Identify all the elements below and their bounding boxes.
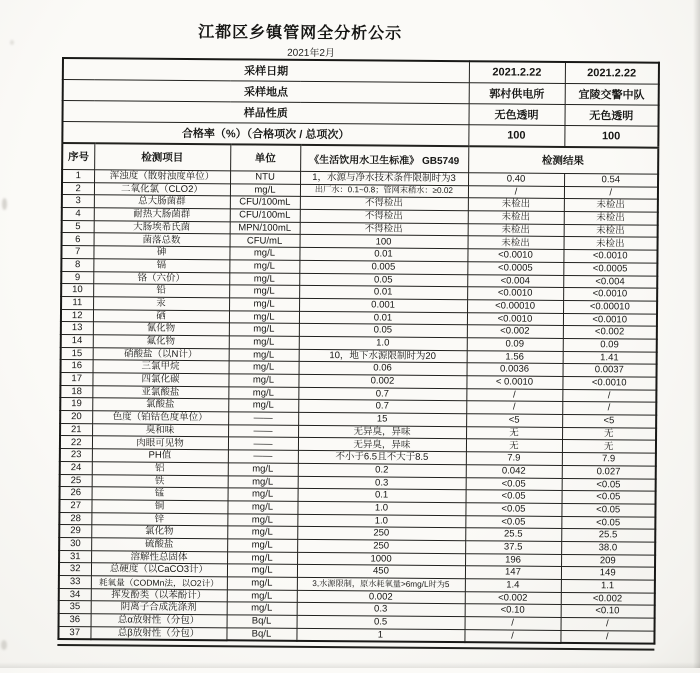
item-name: 硝酸盐（以N计） [93,347,229,361]
result-yiling: <5 [562,415,656,428]
item-unit: mg/L [228,463,298,476]
result-yiling: 38.0 [561,541,655,554]
result-yiling: 7.9 [562,453,656,466]
item-unit: mg/L [229,285,299,298]
result-guocun: 1.56 [467,350,563,363]
row-number: 36 [59,614,91,627]
row-number: 8 [61,258,93,271]
item-unit: mg/L [229,348,299,361]
result-guocun: 7.9 [466,452,562,465]
standard-limit: 1，水源与净水技术条件限制时为3 [300,171,468,185]
item-name: 色度（铂钴色度单位） [92,411,228,425]
row-number: 35 [59,601,91,614]
sampling-location-label: 采样地点 [63,80,469,104]
standard-limit: 无异臭，异味 [298,438,466,452]
result-guocun: / [468,185,564,198]
item-unit: mg/L [230,184,300,197]
item-unit: mg/L [227,551,297,564]
col-header-result: 检测结果 [468,146,658,174]
item-unit: mg/L [229,336,299,349]
standard-limit: 15 [298,412,466,426]
item-name: 挥发酚类（以苯酚计） [91,588,227,602]
item-unit: mg/L [229,247,299,260]
item-unit: mg/L [229,272,299,285]
row-number: 18 [60,385,92,398]
item-unit: mg/L [227,589,297,602]
standard-limit: 0.002 [297,590,465,604]
item-unit: mg/L [228,399,298,412]
row-number: 33 [59,575,91,588]
row-number: 13 [61,322,93,335]
item-name: 硒 [93,309,229,323]
row-number: 32 [59,563,91,576]
item-name: 总硬度（以CaCO3计） [91,563,227,577]
result-yiling: <0.002 [561,592,655,605]
row-number: 3 [62,195,94,208]
standard-limit: 100 [300,235,468,249]
item-unit: mg/L [227,539,297,552]
row-number: 26 [60,487,92,500]
row-number: 12 [61,309,93,322]
item-name: 氰化物 [93,322,229,336]
col-header-seq: 序号 [62,143,94,170]
row-number: 21 [60,423,92,436]
row-number: 28 [59,512,91,525]
result-guocun: / [466,401,562,414]
result-yiling: 1.1 [561,579,655,592]
result-guocun: 0.0036 [467,363,563,376]
row-number: 4 [62,208,94,221]
result-yiling: <0.0010 [562,376,656,389]
item-name: 氯化物 [91,525,227,539]
item-unit: CFU/100mL [230,209,300,222]
row-number: 5 [62,220,94,233]
sampling-date-site2: 2021.2.22 [565,62,659,84]
row-number: 16 [61,360,93,373]
item-unit: mg/L [229,260,299,273]
result-guocun: 0.042 [466,464,562,477]
standard-limit: 0.01 [299,247,467,261]
result-guocun: 无 [466,426,562,439]
item-unit: Bq/L [226,628,296,642]
item-name: 臭和味 [92,423,228,437]
result-guocun: 0.40 [468,173,564,186]
row-number: 6 [62,233,94,246]
result-guocun: 147 [465,566,561,579]
item-unit: MPN/100mL [230,222,300,235]
item-name: 浑浊度（散射浊度单位） [94,170,230,184]
item-name: 耐热大肠菌群 [94,208,230,222]
result-yiling: <0.05 [561,503,655,516]
standard-limit: 10，地下水源限制时为20 [299,349,467,363]
standard-limit: 1000 [297,552,465,566]
item-unit: mg/L [229,361,299,374]
row-number: 7 [61,246,93,259]
item-unit: mg/L [229,323,299,336]
item-name: 菌落总数 [94,233,230,247]
item-name: 铅 [93,284,229,298]
result-guocun: 无 [466,439,562,452]
result-yiling: <0.05 [562,478,656,491]
result-guocun: 1.4 [465,579,561,592]
item-unit: mg/L [227,513,297,526]
standard-limit: 0.01 [299,286,467,300]
row-number: 22 [60,436,92,449]
item-name: 四氯化碳 [92,373,228,387]
result-yiling: 未检出 [564,212,658,225]
row-number: 34 [59,588,91,601]
standard-limit: 不得检出 [300,197,468,211]
item-name: 总β放射性（分包） [90,626,226,640]
row-number: 25 [60,474,92,487]
item-unit: mg/L [227,564,297,577]
row-number: 14 [61,334,93,347]
pass-rate-site2: 100 [564,125,658,147]
result-guocun: <0.002 [465,591,561,604]
standard-limit: 250 [297,527,465,541]
item-name: 锰 [92,487,228,501]
result-yiling: <0.0010 [563,250,657,263]
scan-edge-shadow-bottom [0,662,700,668]
standard-limit: 450 [297,565,465,579]
item-name: 二氧化氯（CLO2） [94,182,230,196]
result-guocun: 0.09 [467,338,563,351]
sampling-date-label: 采样日期 [63,58,469,83]
item-name: 铬（六价） [93,271,229,285]
item-name: 耗氧量（CODMn法，以O2计） [91,576,227,590]
standard-limit: 出厂水：0.1~0.8；管网末稍水：≥0.02 [300,184,468,198]
scan-smudge [2,198,7,210]
result-yiling: <0.05 [562,491,656,504]
row-number: 2 [62,182,94,195]
row-number: 20 [60,411,92,424]
scan-smudge [1,640,7,650]
result-guocun: / [464,629,560,643]
item-unit: mg/L [228,374,298,387]
row-number: 23 [60,449,92,462]
item-name: 锌 [91,512,227,526]
result-guocun: 37.5 [465,541,561,554]
result-yiling: 未检出 [564,199,658,212]
result-yiling: / [562,389,656,402]
item-name: 溶解性总固体 [91,550,227,564]
result-guocun: <0.05 [466,490,562,503]
result-yiling: <0.10 [561,605,655,618]
standard-limit: 0.7 [298,400,466,414]
result-yiling: <0.05 [561,516,655,529]
result-yiling: 25.5 [561,529,655,542]
result-yiling: 209 [561,554,655,567]
outer-bottom-border [57,644,654,650]
item-name: 硫酸盐 [91,538,227,552]
result-yiling: 未检出 [564,237,658,250]
item-name: 总大肠菌群 [94,195,230,209]
scan-edge-shadow-right [693,0,700,668]
result-guocun: < 0.0010 [466,376,562,389]
sample-nature-label: 样品性质 [63,101,469,125]
result-guocun: <0.0010 [467,312,563,325]
item-unit: —— [228,425,298,438]
item-unit: mg/L [229,310,299,323]
result-yiling: 无 [562,427,656,440]
item-unit: NTU [230,171,300,184]
row-number: 31 [59,550,91,563]
result-guocun: 未检出 [468,211,564,224]
result-guocun: <0.002 [467,325,563,338]
item-unit: mg/L [227,526,297,539]
scan-smudge [10,40,14,45]
standard-limit: 0.05 [299,273,467,287]
item-unit: mg/L [228,488,298,501]
standard-limit: 无异臭，异味 [298,425,466,439]
item-name: 镉 [93,259,229,273]
col-header-unit: 单位 [230,144,300,171]
col-header-standard: 《生活饮用水卫生标准》 GB5749 [300,145,468,173]
item-name: 总α放射性（分包） [91,614,227,628]
result-guocun: <0.00010 [467,300,563,313]
standard-limit: 不得检出 [300,209,468,223]
result-guocun: <0.0010 [467,287,563,300]
pass-rate-label: 合格率（%）（合格项次 / 总项次） [62,122,468,147]
result-yiling: 1.41 [563,351,657,364]
result-guocun: 25.5 [465,528,561,541]
result-guocun: / [465,617,561,630]
item-unit: mg/L [227,602,297,615]
water-analysis-table [57,57,660,645]
row-number: 24 [60,461,92,474]
result-yiling: <0.00010 [563,300,657,313]
item-name: 砷 [93,246,229,260]
item-name: PH值 [92,449,228,463]
item-unit: mg/L [228,475,298,488]
result-guocun: <0.0010 [467,249,563,262]
result-yiling: / [564,186,658,199]
result-yiling: <0.0010 [563,288,657,301]
result-yiling: 149 [561,567,655,580]
standard-limit: 1.0 [297,514,465,528]
result-guocun: / [466,388,562,401]
item-name: 铝 [92,462,228,476]
result-yiling: 0.0037 [563,364,657,377]
result-guocun: <0.05 [466,477,562,490]
standard-limit: 0.06 [299,362,467,376]
item-unit: —— [228,437,298,450]
result-guocun: <0.004 [467,274,563,287]
standard-limit: 0.2 [298,463,466,477]
standard-limit: 0.1 [298,489,466,503]
standard-limit: 250 [297,539,465,553]
standard-limit: 0.05 [299,324,467,338]
row-number: 15 [61,347,93,360]
sampling-date-site1: 2021.2.22 [469,61,565,83]
result-yiling: 无 [562,440,656,453]
result-guocun: <5 [466,414,562,427]
result-yiling: 0.09 [563,338,657,351]
result-guocun: 196 [465,553,561,566]
sampling-location-site1: 郭村供电所 [469,83,565,105]
row-number: 1 [62,170,94,183]
sample-nature-site1: 无色透明 [468,104,564,126]
standard-limit: 1 [296,628,464,643]
item-name: 铜 [91,500,227,514]
row-number: 17 [60,372,92,385]
result-yiling: 未检出 [564,224,658,237]
result-yiling: 0.027 [562,465,656,478]
page-subtitle: 2021年2月 [287,47,335,60]
page-title: 江都区乡镇管网全分析公示 [198,24,403,43]
standard-limit: 0.3 [298,476,466,490]
result-yiling: <0.0010 [563,313,657,326]
item-name: 氯酸盐 [92,398,228,412]
item-name: 三氯甲烷 [93,360,229,374]
standard-limit: 0.5 [297,615,465,629]
item-unit: —— [228,412,298,425]
item-name: 汞 [93,297,229,311]
item-unit: CFU/mL [230,234,300,247]
standard-limit: 3,水源限制，原水耗氧量>6mg/L时为5 [297,577,465,591]
item-name: 大肠埃希氏菌 [94,221,230,235]
result-guocun: <0.05 [465,503,561,516]
item-unit: mg/L [227,501,297,514]
result-yiling: / [561,617,655,630]
item-name: 铁 [92,474,228,488]
result-yiling: / [562,402,656,415]
result-yiling: 0.54 [564,173,658,186]
item-unit: mg/L [229,298,299,311]
item-name: 亚氯酸盐 [92,385,228,399]
item-unit: mg/L [228,387,298,400]
row-number: 9 [61,271,93,284]
result-guocun: <0.05 [465,515,561,528]
row-number: 19 [60,398,92,411]
standard-limit: 0.01 [299,311,467,325]
row-number: 27 [59,499,91,512]
standard-limit: 0.002 [298,374,466,388]
row-number: 37 [58,626,90,639]
item-unit: Bq/L [227,615,297,628]
sample-nature-site2: 无色透明 [564,104,658,126]
result-yiling: <0.002 [563,326,657,339]
item-name: 肉眼可见物 [92,436,228,450]
item-name: 阴离子合成洗涤剂 [91,601,227,615]
result-guocun: 未检出 [468,198,564,211]
standard-limit: 不得检出 [300,222,468,236]
standard-limit: 0.005 [299,260,467,274]
standard-limit: 0.3 [297,603,465,617]
result-yiling: <0.004 [563,275,657,288]
standard-limit: 0.7 [298,387,466,401]
result-guocun: <0.0005 [467,262,563,275]
col-header-item: 检测项目 [94,143,230,171]
item-name: 氟化物 [93,335,229,349]
result-guocun: <0.10 [465,604,561,617]
result-guocun: 未检出 [468,223,564,236]
standard-limit: 不小于6.5且不大于8.5 [298,450,466,464]
result-yiling: <0.0005 [563,262,657,275]
result-yiling: / [560,630,654,644]
row-number: 10 [61,284,93,297]
standard-limit: 1.0 [297,501,465,515]
item-unit: mg/L [227,577,297,590]
standard-limit: 0.001 [299,298,467,312]
result-guocun: 未检出 [468,236,564,249]
item-unit: —— [228,450,298,463]
row-number: 30 [59,537,91,550]
pass-rate-site1: 100 [468,125,564,147]
item-unit: CFU/100mL [230,196,300,209]
row-number: 11 [61,296,93,309]
sampling-location-site2: 宜陵交警中队 [565,83,659,105]
standard-limit: 1.0 [299,336,467,350]
row-number: 29 [59,525,91,538]
